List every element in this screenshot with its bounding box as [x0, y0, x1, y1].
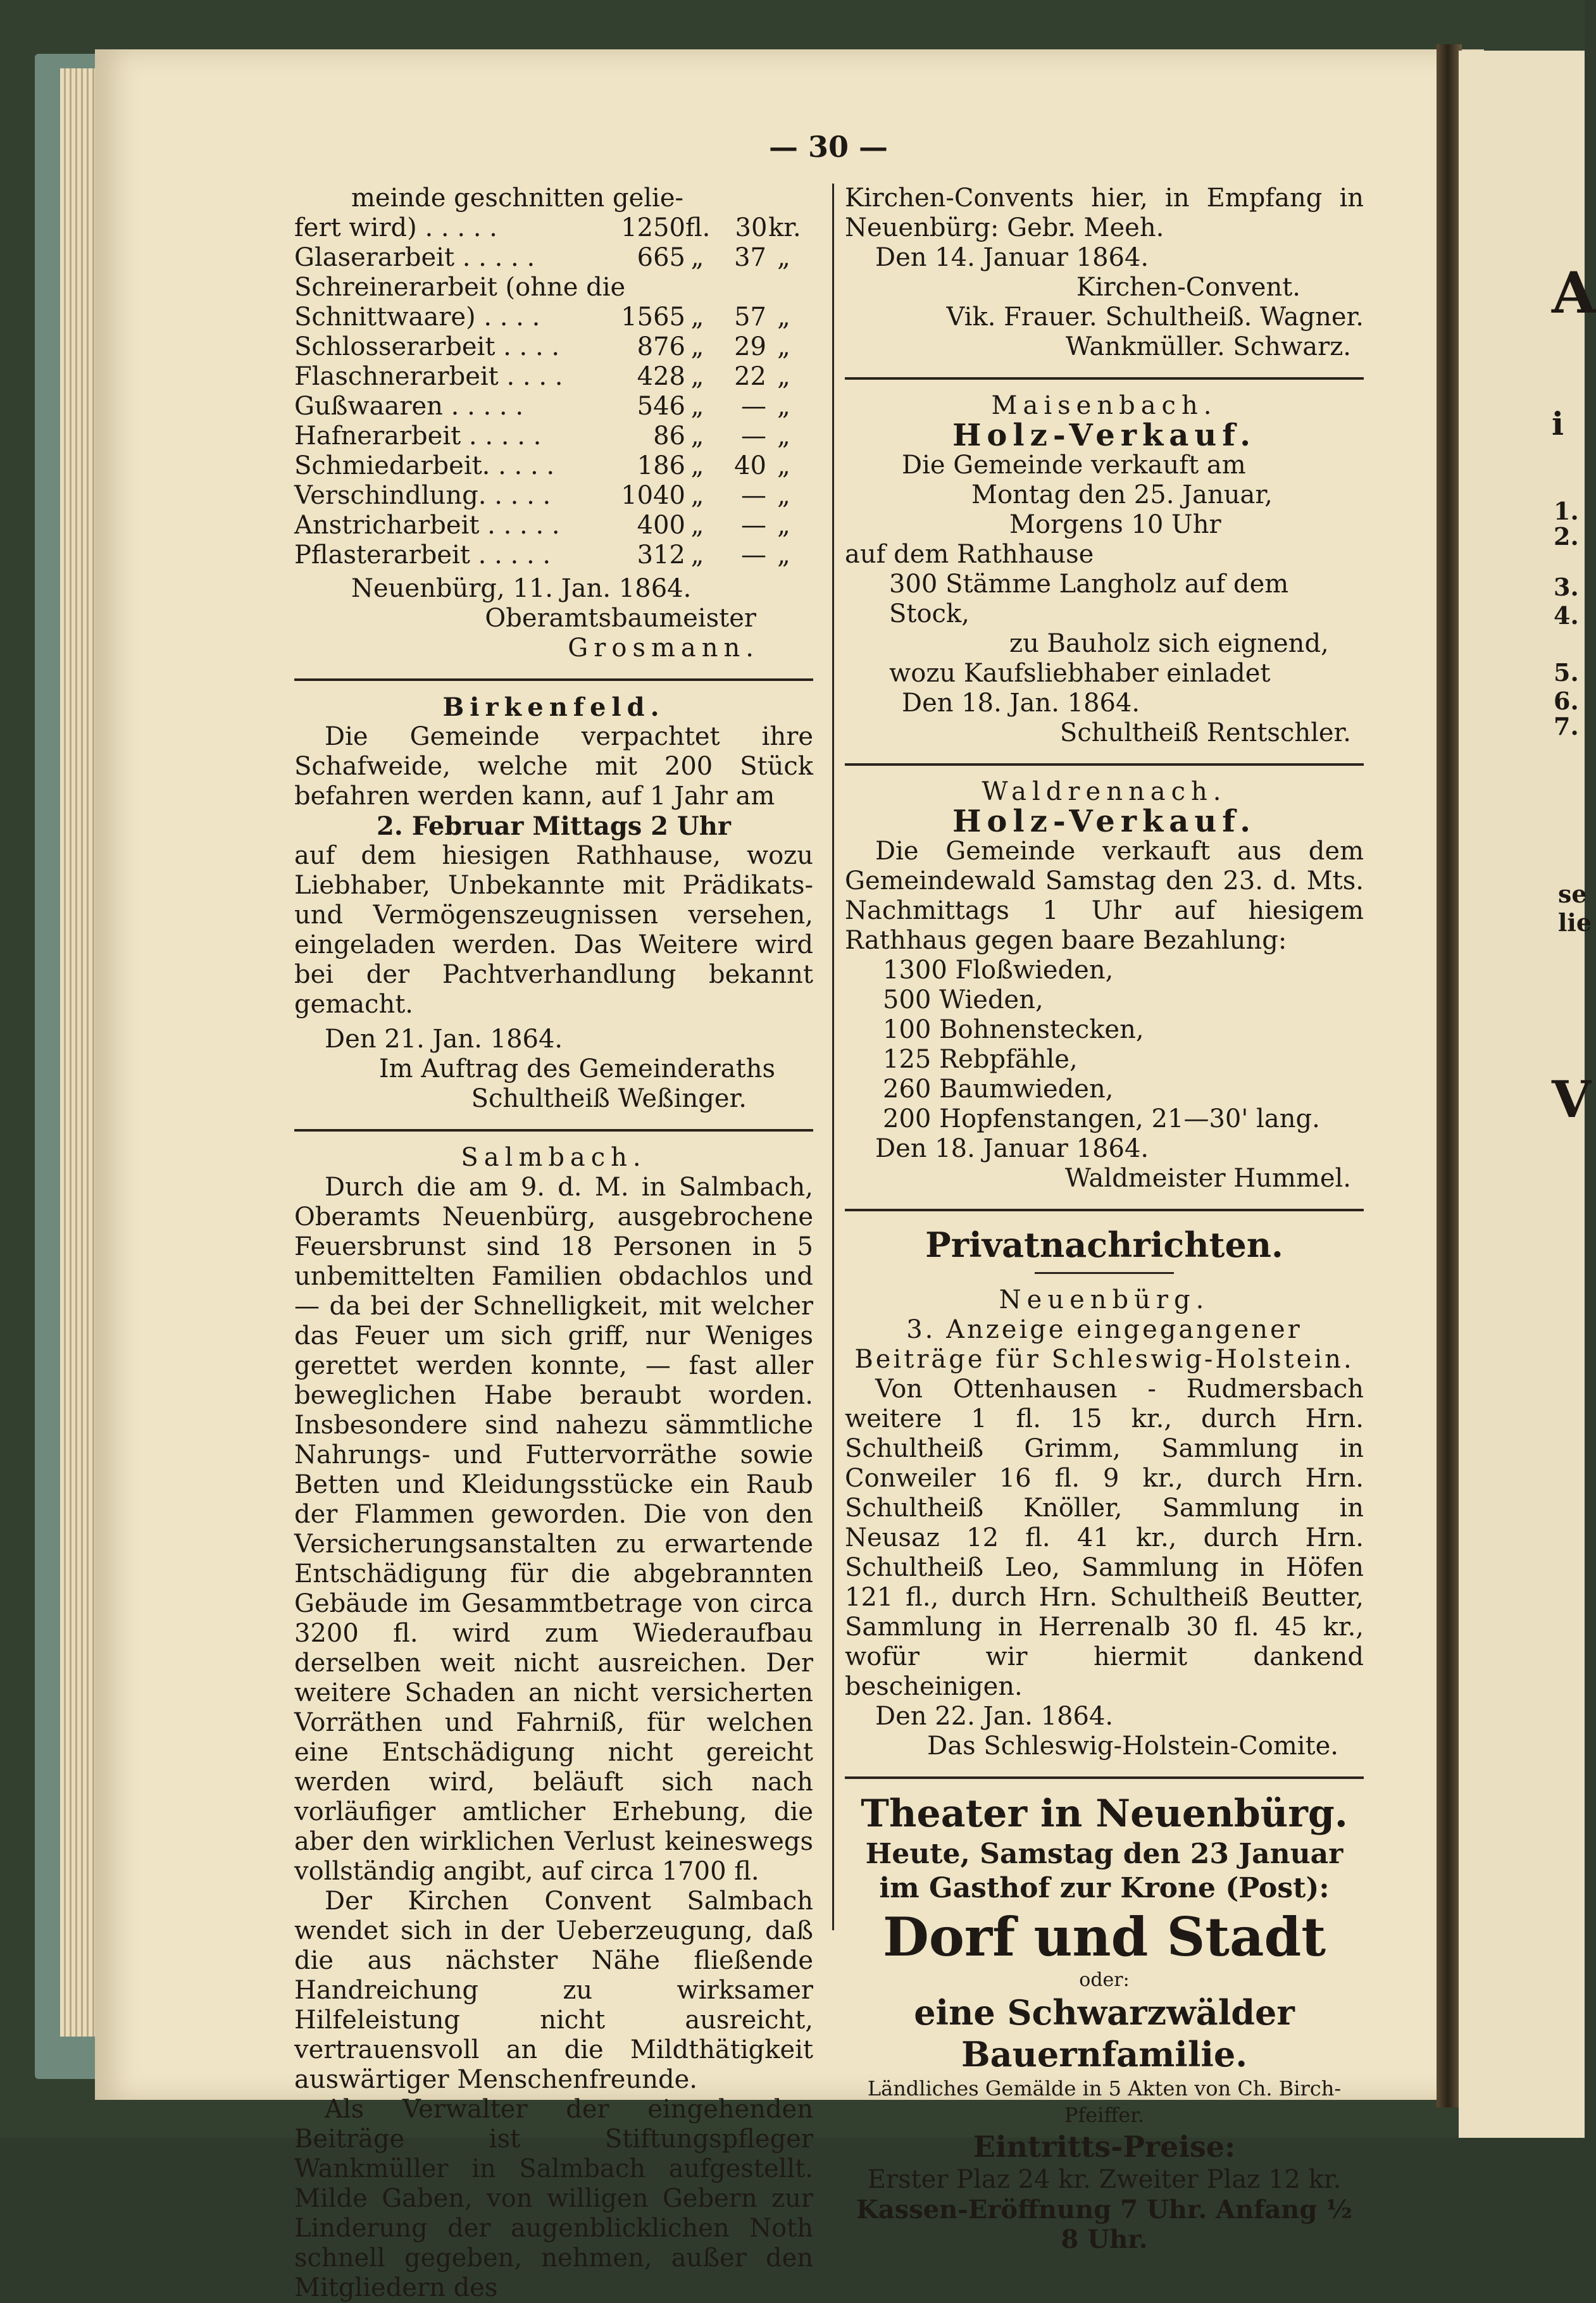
right-fragment: 7. — [1554, 712, 1579, 740]
salmbach-paragraph: Durch die am 9. d. M. in Salmbach, Oberamts Neuenbürg, ausgebrochene Feuersbrunst sind 18 Personen in 5 unbemittelten Familien obdachlos und — da bei der Schnelligkeit, mit welcher das Feuer um sich griff, nur Weniges gerettet werden konnte, — fast aller beweglichen Habe beraubt worden. Insbesondere sind nahezu sämmtliche Nahrungs- und Futtervorräthe sowie Betten und Kleidungsstücke ein Raub der Flammen geworden. Die von den Versicherungsanstalten zu erwartende Entschädigung für die abgebrannten Gebäude im Gesammtbetrage von circa 3200 fl. wird zum Wiederaufbau derselben weit nicht ausreichen. Der weitere Schaden an nicht versicherten Vorräthen und Fahrniß, für welchen eine Entschädigung nicht gereicht werden wird, beläuft sich nach vorläufiger amtlicher Erhebung, die aber den wirklichen Verlust keineswegs vollständig angibt, auf circa 1700 fl. — [294, 1173, 813, 1886]
cost-row-label: Flaschnerarbeit . . . . — [294, 362, 563, 391]
right-fragment: lie — [1558, 908, 1592, 937]
cost-row-unit: „ — [690, 362, 704, 391]
salmbach-continuation: Kirchen-Convents hier, in Empfang in Neuenbürg: Gebr. Meeh. — [845, 184, 1364, 242]
salmbach-signature: Kirchen-Convent. — [1076, 273, 1300, 302]
cost-row-kr: 30 — [735, 213, 768, 242]
right-fragment: A — [1552, 259, 1596, 327]
cost-row-kr: — — [741, 481, 766, 510]
cost-row-fl: 428 — [637, 362, 685, 391]
maisenbach-line: Montag den 25. Januar, — [971, 480, 1273, 509]
cost-row-unit: „ — [690, 421, 704, 451]
cost-row-label: Verschindlung. . . . . — [294, 481, 551, 510]
birkenfeld-heading: Birkenfeld. — [442, 692, 665, 722]
cost-row-kr: 22 — [734, 362, 766, 391]
cost-row-fl: 1565 — [621, 303, 685, 332]
maisenbach-line: wozu Kaufsliebhaber einladet — [889, 659, 1271, 688]
birkenfeld-date-line: 2. Februar Mittags 2 Uhr — [377, 811, 731, 841]
theater-line: Heute, Samstag den 23 Januar — [865, 1838, 1344, 1870]
birkenfeld-date: Den 21. Jan. 1864. — [325, 1025, 563, 1054]
right-fragment: 5. — [1554, 658, 1579, 687]
book-gutter — [1437, 44, 1462, 2107]
cost-row-fl: 546 — [637, 392, 685, 421]
neuenbuerg-signature: Das Schleswig-Holstein-Comite. — [927, 1732, 1338, 1761]
maisenbach-title: Holz-Verkauf. — [952, 418, 1256, 453]
column-divider — [832, 184, 834, 1930]
cost-row — [294, 511, 813, 540]
cost-row-unit2: „ — [777, 511, 790, 540]
cost-row-unit2: „ — [777, 540, 790, 570]
cost-signature-name: Grosmann. — [568, 633, 759, 663]
cost-signature-title: Oberamtsbaumeister — [485, 604, 756, 633]
cost-row-fl: 665 — [637, 243, 685, 272]
cost-row — [294, 303, 813, 332]
theater-title: Theater in Neuenbürg. — [861, 1792, 1348, 1836]
neuenbuerg-title: 3. Anzeige eingegangener Beiträge für Schleswig-Holstein. — [854, 1315, 1354, 1374]
section-rule — [845, 1776, 1364, 1779]
waldrennach-paragraph: Die Gemeinde verkauft aus dem Gemeindewald Samstag den 23. d. Mts. Nachmittags 1 Uhr auf hiesigem Rathhaus gegen baare Bezahlung: — [845, 837, 1364, 955]
theater-subtitle: eine Schwarzwälder Bauernfamilie. — [914, 1992, 1295, 2075]
cost-row — [294, 213, 813, 243]
cost-row-unit: „ — [690, 243, 704, 272]
cost-row-unit2: „ — [777, 303, 790, 332]
cost-row-kr: 57 — [734, 303, 766, 332]
cost-row-unit2: „ — [777, 421, 790, 451]
section-rule — [294, 1129, 813, 1132]
maisenbach-line: 300 Stämme Langholz auf dem Stock, — [889, 570, 1289, 628]
cost-row — [294, 332, 813, 362]
cost-row — [294, 481, 813, 511]
cost-row-label: Schmiedarbeit. . . . . — [294, 451, 555, 480]
right-fragment: 3. — [1554, 573, 1579, 601]
cost-row-unit: „ — [690, 451, 704, 480]
cost-row-unit2: „ — [777, 362, 790, 391]
birkenfeld-signature: Schultheiß Weßinger. — [471, 1084, 747, 1113]
cost-row-unit: „ — [690, 511, 704, 540]
salmbach-signature: Vik. Frauer. Schultheiß. Wagner. — [946, 303, 1364, 332]
waldrennach-date: Den 18. Januar 1864. — [875, 1134, 1149, 1163]
theater-prices-heading: Eintritts-Preise: — [973, 2130, 1236, 2164]
cost-row-unit: „ — [690, 481, 704, 510]
wood-list-item: 125 Rebpfähle, — [883, 1045, 1078, 1074]
neuenbuerg-heading: Neuenbürg. — [999, 1285, 1210, 1314]
neuenbuerg-date: Den 22. Jan. 1864. — [875, 1702, 1114, 1731]
cost-row-unit: „ — [690, 332, 704, 361]
section-rule — [845, 763, 1364, 766]
salmbach-date: Den 14. Januar 1864. — [875, 243, 1149, 272]
theater-opening: Kassen-Eröffnung 7 Uhr. Anfang ½ 8 Uhr. — [856, 2195, 1352, 2254]
cost-row-label: Gußwaaren . . . . . — [294, 392, 524, 421]
maisenbach-signature: Schultheiß Rentschler. — [1059, 718, 1351, 747]
right-fragment: V — [1552, 1070, 1592, 1129]
cost-row-unit2: „ — [777, 332, 790, 361]
cost-row — [294, 451, 813, 481]
right-fragment: se — [1558, 880, 1587, 908]
cost-row-kr: 40 — [734, 451, 766, 480]
theater-play-title: Dorf und Stadt — [882, 1906, 1326, 1968]
cost-row-kr: — — [741, 511, 766, 540]
birkenfeld-paragraph: auf dem hiesigen Rathhause, wozu Liebhaber, Unbekannte mit Prädikats- und Vermögenszeugnissen versehen, eingeladen werden. Das Weitere wird bei der Pachtverhandlung bekannt gemacht. — [294, 841, 813, 1019]
wood-list-item: 500 Wieden, — [883, 985, 1044, 1014]
cost-row-unit: „ — [690, 303, 704, 332]
cost-row-label: Glaserarbeit . . . . . — [294, 243, 535, 272]
cost-row — [294, 392, 813, 421]
section-rule — [845, 377, 1364, 380]
maisenbach-line: Morgens 10 Uhr — [1009, 510, 1221, 539]
cost-row-unit2: „ — [777, 243, 790, 272]
left-column — [294, 184, 813, 2303]
cost-row-fl: 186 — [637, 451, 685, 480]
right-fragment: 1. — [1554, 497, 1579, 525]
cost-row-unit2: „ — [777, 451, 790, 480]
salmbach-paragraph: Als Verwalter der eingehenden Beiträge ist Stiftungspfleger Wankmüller in Salmbach aufgestellt. Milde Gaben, von willigen Gebern zur Linderung der augenblicklichen Noth schnell gegeben, nehmen, außer den Mitgliedern des — [294, 2095, 813, 2302]
cost-row-fl: 1250 — [621, 213, 685, 242]
cost-row-unit2: „ — [777, 392, 790, 421]
neuenbuerg-paragraph: Von Ottenhausen - Rudmersbach weitere 1 fl. 15 kr., durch Hrn. Schultheiß Grimm, Sammlung in Conweiler 16 fl. 9 kr., durch Hrn. Schultheiß Knöller, Sammlung in Neusaz 12 fl. 41 kr., durch Hrn. Schultheiß Leo, Sammlung in Höfen 121 fl., durch Hrn. Schultheiß Beutter, Sammlung in Herrenalb 30 fl. 45 kr., wofür wir hiermit dankend bescheinigen. — [845, 1375, 1364, 1701]
cost-date: Neuenbürg, 11. Jan. 1864. — [351, 574, 692, 603]
cost-row-kr: — — [741, 540, 766, 570]
wood-list-item: 200 Hopfenstangen, 21—30' lang. — [883, 1104, 1320, 1133]
birkenfeld-signature: Im Auftrag des Gemeinderaths — [378, 1054, 775, 1083]
cost-row — [294, 243, 813, 273]
cost-row-label: Schnittwaare) . . . . — [294, 303, 540, 332]
cost-row-kr: 29 — [734, 332, 766, 361]
cost-row-label: Schreinerarbeit (ohne die — [294, 273, 626, 302]
cost-row-label: Hafnerarbeit . . . . . — [294, 421, 542, 451]
cost-row-kr: — — [741, 421, 766, 451]
waldrennach-title: Holz-Verkauf. — [952, 804, 1256, 839]
wood-list-item: 1300 Floßwieden, — [883, 956, 1114, 985]
private-news-heading: Privatnachrichten. — [925, 1225, 1283, 1265]
cost-row-unit2: „ — [777, 481, 790, 510]
cost-row-label: Pflasterarbeit . . . . . — [294, 540, 551, 570]
cost-table — [294, 213, 813, 570]
theater-prices: Erster Plaz 24 kr. Zweiter Plaz 12 kr. — [867, 2165, 1342, 2194]
cost-intro-line: meinde geschnitten gelie- — [351, 184, 684, 213]
salmbach-heading: Salmbach. — [461, 1143, 647, 1172]
birkenfeld-paragraph: Die Gemeinde verpachtet ihre Schafweide, welche mit 200 Stück befahren werden kann, auf 1 Jahr am — [294, 722, 813, 811]
heading-rule — [1035, 1272, 1174, 1274]
maisenbach-line: Die Gemeinde verkauft am — [902, 451, 1246, 480]
cost-row — [294, 362, 813, 392]
right-fragment: i — [1552, 405, 1564, 442]
section-rule — [845, 1209, 1364, 1211]
maisenbach-line: auf dem Rathhause — [845, 540, 1094, 569]
waldrennach-signature: Waldmeister Hummel. — [1064, 1164, 1351, 1193]
wood-list-item: 100 Bohnenstecken, — [883, 1015, 1144, 1044]
cost-row — [294, 273, 813, 303]
waldrennach-wood-list — [845, 956, 1364, 1134]
cost-row — [294, 540, 813, 570]
cost-row-label: fert wird) . . . . . — [294, 213, 497, 242]
salmbach-paragraph: Der Kirchen Convent Salmbach wendet sich in der Ueberzeugung, daß die aus nächster Nähe fließende Handreichung zu wirksamer Hilfeleistung nicht ausreicht, vertrauensvoll an die Mildthätigkeit auswärtiger Menschenfreunde. — [294, 1887, 813, 2094]
wood-list-item: 260 Baumwieden, — [883, 1075, 1114, 1104]
cost-row-fl: 312 — [637, 540, 685, 570]
cost-row-unit2: kr. — [768, 213, 801, 242]
maisenbach-date: Den 18. Jan. 1864. — [902, 689, 1140, 718]
right-fragment: 2. — [1554, 522, 1579, 551]
cost-row-unit: fl. — [685, 213, 711, 242]
cost-row-fl: 1040 — [621, 481, 685, 510]
right-fragment: 6. — [1554, 687, 1579, 715]
cost-row-fl: 86 — [653, 421, 685, 451]
right-fragment: 4. — [1554, 601, 1579, 630]
waldrennach-heading: Waldrennach. — [982, 777, 1227, 806]
maisenbach-heading: Maisenbach. — [991, 391, 1218, 420]
page-number: — 30 — — [769, 130, 888, 164]
cost-row-unit: „ — [690, 540, 704, 570]
cost-row-kr: — — [741, 392, 766, 421]
maisenbach-line: zu Bauholz sich eignend, — [1009, 629, 1329, 658]
right-column — [845, 184, 1364, 2254]
cost-row-fl: 876 — [637, 332, 685, 361]
cost-row-label: Schlosserarbeit . . . . — [294, 332, 560, 361]
cost-row-fl: 400 — [637, 511, 685, 540]
cost-row-unit: „ — [690, 392, 704, 421]
cost-row-kr: 37 — [734, 243, 766, 272]
salmbach-signature: Wankmüller. Schwarz. — [1065, 332, 1351, 361]
theater-oder: oder: — [1079, 1969, 1130, 1991]
cost-row-label: Anstricharbeit . . . . . — [294, 511, 560, 540]
cost-row — [294, 421, 813, 451]
section-rule — [294, 678, 813, 681]
theater-description: Ländliches Gemälde in 5 Akten von Ch. Birch-Pfeiffer. — [867, 2076, 1342, 2127]
theater-line: im Gasthof zur Krone (Post): — [879, 1872, 1330, 1904]
